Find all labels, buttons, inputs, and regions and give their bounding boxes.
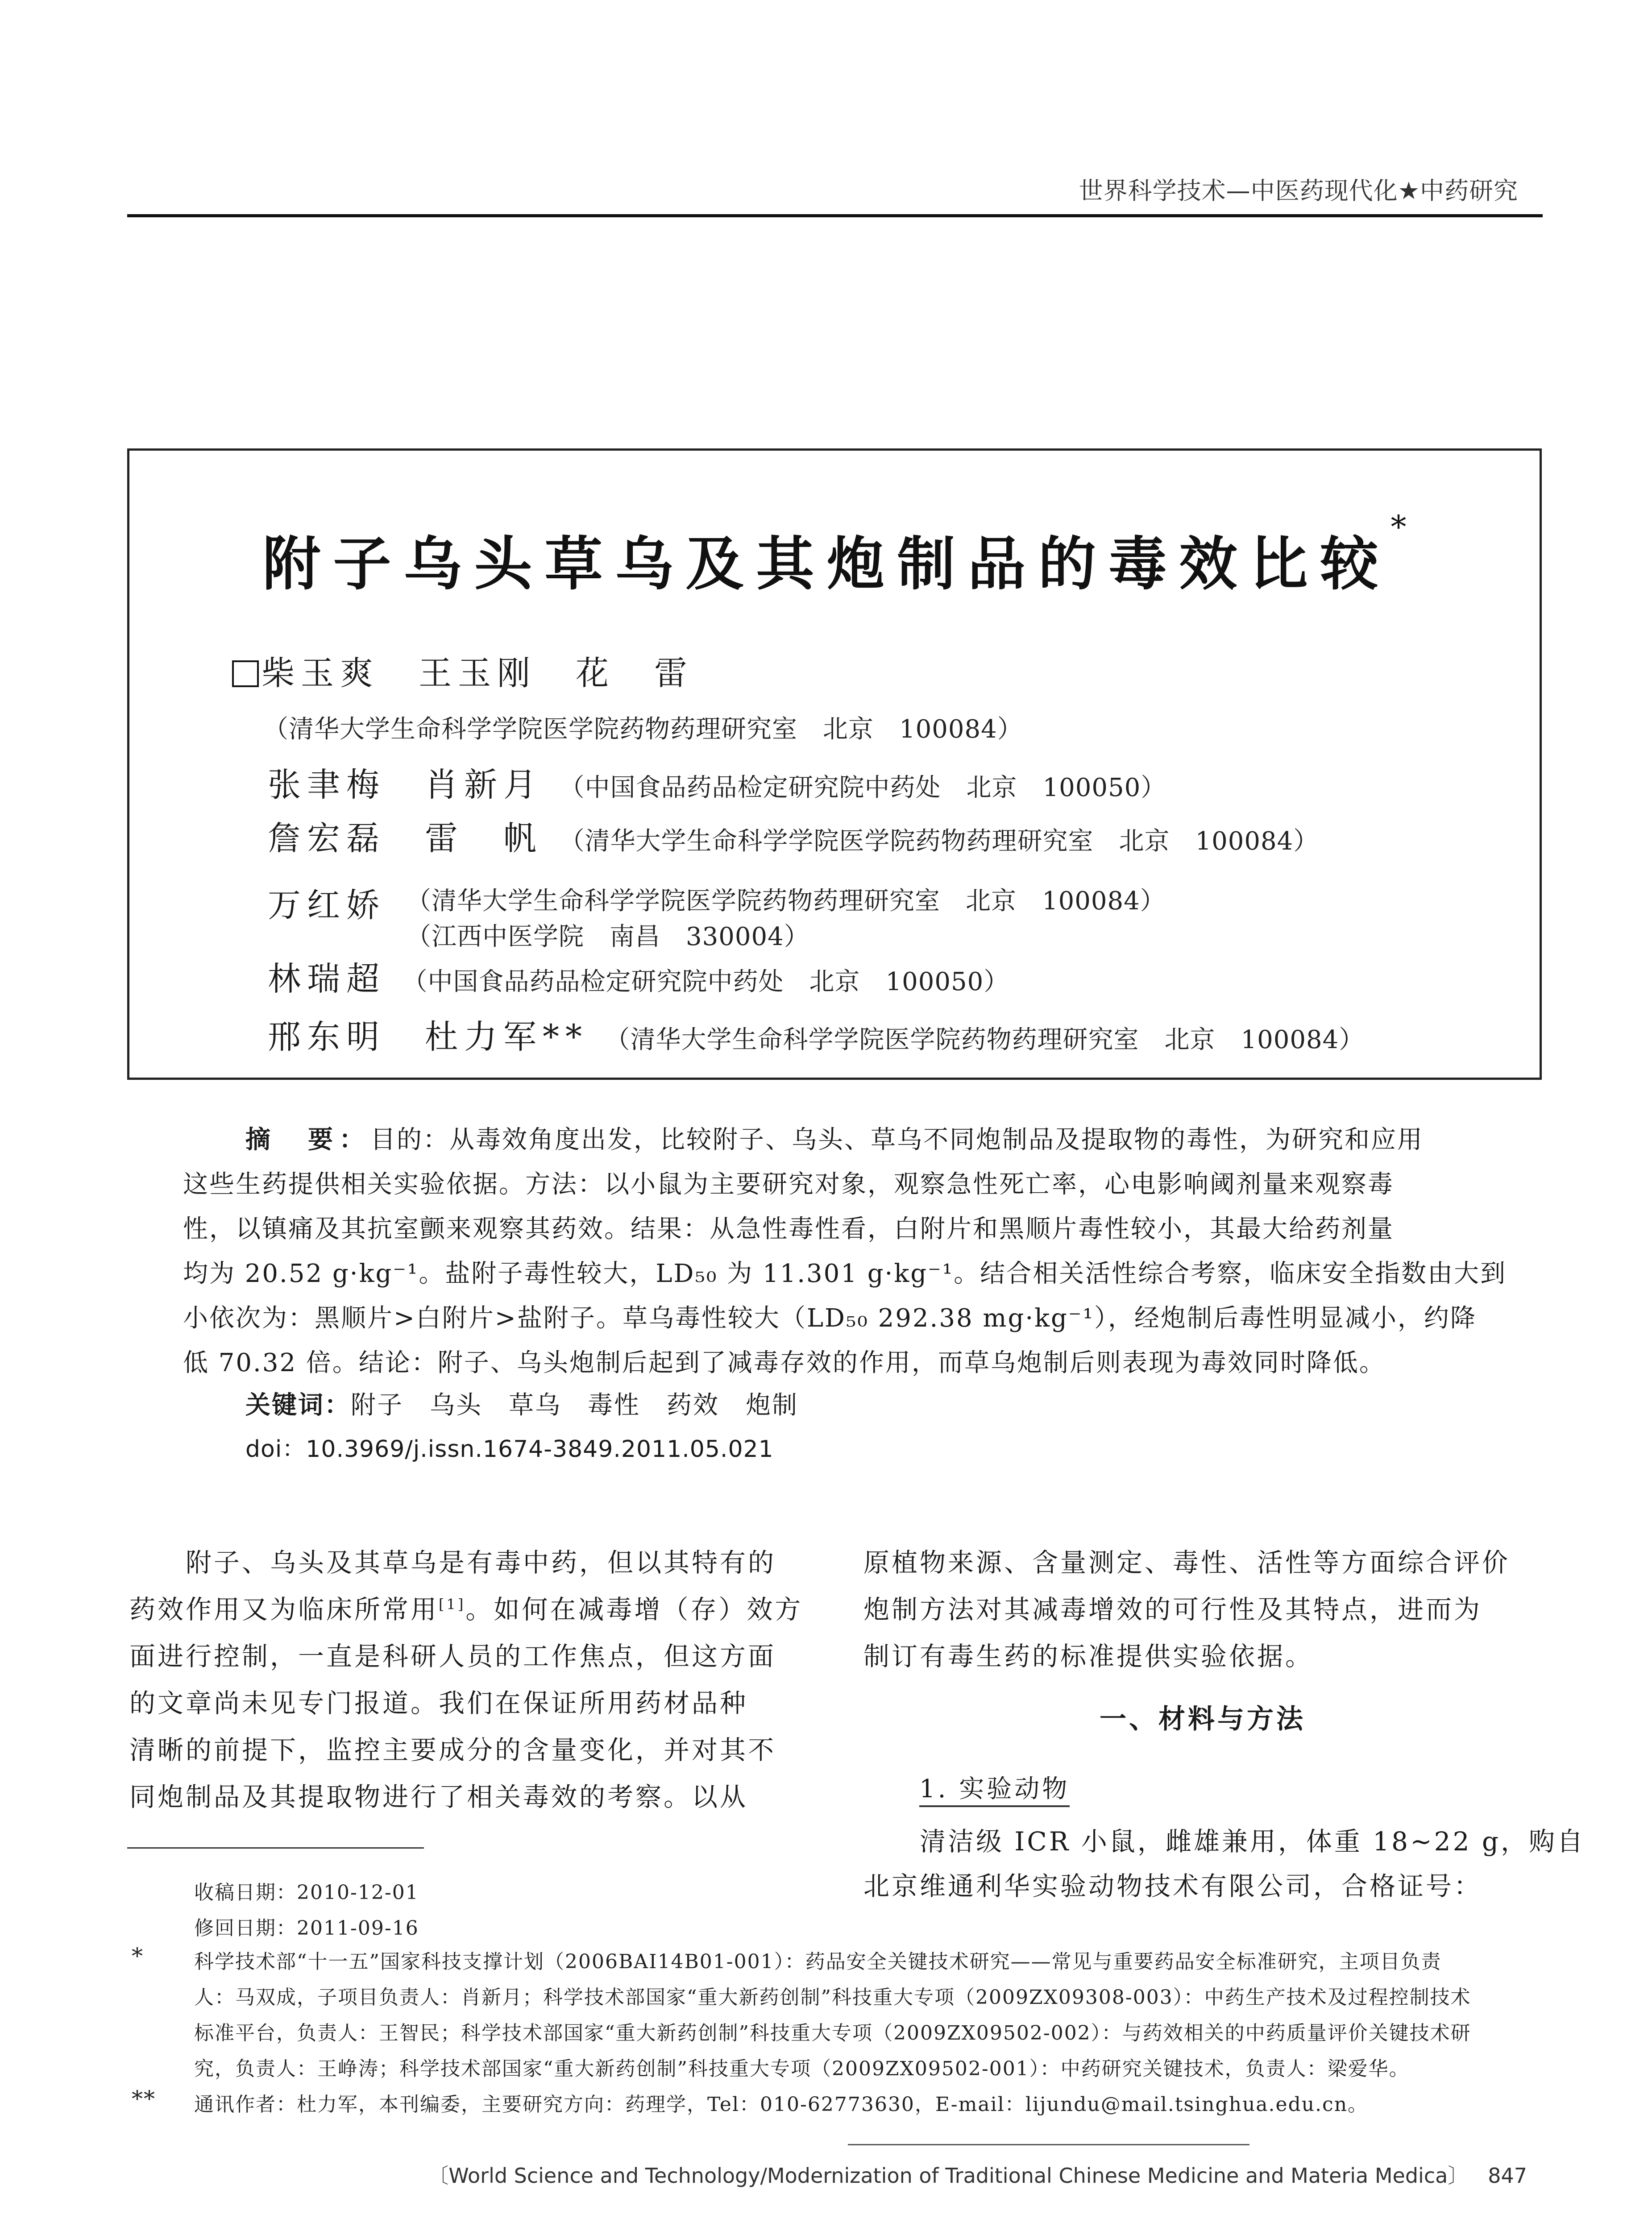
abstract-line-4: 均为 20.52 g·kg⁻¹。盐附子毒性较大，LD₅₀ 为 11.301 g·kg⁻¹。结合相关活性综合考察，临床安全指数由大到 [183,1259,1507,1288]
running-header: 世界科学技术—中医药现代化★中药研究 [1079,177,1518,205]
doi: doi：10.3969/j.issn.1674-3849.2011.05.021 [245,1436,774,1463]
body-right-line-3: 制订有毒生药的标准提供实验依据。 [863,1641,1314,1671]
author-names-2: 张聿梅 肖新月 [268,766,543,804]
body-left-line-2 [129,1588,803,1626]
title-box [127,448,1542,1080]
affiliation-6: （清华大学生命科学学院医学院药物药理研究室 北京 100084） [605,1025,1365,1054]
affiliation-2: （中国食品药品检定研究院中药处 北京 100050） [559,773,1166,802]
keywords-line [245,1385,798,1421]
abstract-label: 摘 要： [245,1125,370,1154]
article-title-text: 附子乌头草乌及其炮制品的毒效比较 [262,530,1391,598]
header-rule [127,214,1543,217]
title-footnote-mark: * [1391,509,1407,545]
author-line-1 [232,647,693,694]
body-left-line-2a: 药效作用又为临床所常用 [129,1594,439,1625]
corresponding-author: 通讯作者：杜力军，本刊编委，主要研究方向：药理学，Tel：010-62773630，E-mail：lijundu@mail.tsinghua.edu.cn。 [194,2093,1369,2116]
body-left-line-6: 同炮制品及其提取物进行了相关毒效的考察。以从 [129,1782,748,1812]
funding-line-1: 科学技术部“十一五”国家科技支撑计划（2006BAI14B01-001）：药品安全关键技术研究——常见与重要药品安全标准研究，主项目负责 [194,1950,1442,1973]
page-footer [428,2160,1527,2189]
article-title [129,509,1540,601]
keywords-text: 附子 乌头 草乌 毒性 药效 炮制 [351,1391,798,1420]
body-left-line-1: 附子、乌头及其草乌是有毒中药，但以其特有的 [129,1547,776,1578]
footnote-rule-bottom [848,2144,1249,2145]
affiliation-4a: （清华大学生命科学学院医学院药物药理研究室 北京 100084） [406,887,1166,916]
subsection-heading-text: 1. 实验动物 [919,1775,1070,1807]
citation-ref-1: [1] [439,1596,466,1613]
body-right-line-4: 清洁级 ICR 小鼠，雌雄兼用，体重 18~22 g，购自 [863,1826,1586,1857]
author-line-2 [268,759,1166,806]
affiliation-1: （清华大学生命科学学院医学院药物药理研究室 北京 100084） [263,715,1023,744]
funding-line-3: 标准平台，负责人：王智民；科学技术部国家“重大新药创制”科技重大专项（2009ZX09502-002）：与药效相关的中药质量评价关键技术研 [194,2022,1471,2044]
abstract-line-6: 低 70.32 倍。结论：附子、乌头炮制后起到了减毒存效的作用，而草乌炮制后则表现为毒效同时降低。 [183,1348,1386,1377]
received-date: 收稿日期：2010-12-01 [194,1881,419,1904]
page-number: 847 [1488,2164,1527,2188]
author-line-3 [268,812,1319,859]
body-right-line-5: 北京维通利华实验动物技术有限公司，合格证号： [863,1871,1482,1901]
body-left-line-5: 清晰的前提下，监控主要成分的含量变化，并对其不 [129,1735,776,1765]
corresponding-mark: ** [132,2086,156,2112]
body-right-line-1: 原植物来源、含量测定、毒性、活性等方面综合评价 [863,1547,1511,1578]
journal-name: 〔World Science and Technology/Modernization of Traditional Chinese Medicine and Materia Medica〕 [428,2164,1469,2188]
affiliation-4b: （江西中医学院 南昌 330004） [406,922,809,951]
abstract-line-3: 性，以镇痛及其抗室颤来观察其药效。结果：从急性毒性看，白附片和黑顺片毒性较小，其最大给药剂量 [183,1215,1394,1244]
abstract-line-1 [245,1120,1424,1156]
funding-mark: * [132,1943,144,1969]
author-names-3: 詹宏磊 雷 帆 [268,819,543,858]
body-left-line-3: 面进行控制，一直是科研人员的工作焦点，但这方面 [129,1641,776,1671]
funding-line-2: 人：马双成，子项目负责人：肖新月；科学技术部国家“重大新药创制”科技重大专项（2009ZX09308-003）：中药生产技术及过程控制技术 [194,1986,1471,2009]
abstract-line-2: 这些生药提供相关实验依据。方法：以小鼠为主要研究对象，观察急性死亡率，心电影响阈剂量来观察毒 [183,1170,1394,1199]
body-left-line-4: 的文章尚未见专门报道。我们在保证所用药材品种 [129,1688,748,1718]
author-names-4: 万红娇 [268,886,386,925]
affiliation-3: （清华大学生命科学学院医学院药物药理研究室 北京 100084） [559,827,1319,856]
author-line-6 [268,1011,1364,1058]
body-right-line-2: 炮制方法对其减毒增效的可行性及其特点，进而为 [863,1594,1482,1625]
affiliation-5: （中国食品药品检定研究院中药处 北京 100050） [402,967,1009,996]
author-line-4 [268,879,386,926]
footnote-rule [127,1847,424,1849]
abstract-text-1: 目的：从毒效角度出发，比较附子、乌头、草乌不同炮制品及提取物的毒性，为研究和应用 [370,1125,1424,1154]
author-box-icon [232,660,259,687]
author-line-5 [268,953,1009,1000]
abstract-line-5: 小依次为：黑顺片>白附片>盐附子。草乌毒性较大（LD₅₀ 292.38 mg·kg⁻¹），经炮制后毒性明显减小，约降 [183,1304,1477,1333]
subsection-heading [919,1769,1070,1805]
author-names-6: 邢东明 杜力军** [268,1018,588,1056]
author-names-5: 林瑞超 [268,960,386,998]
keywords-label: 关键词： [245,1391,351,1420]
revised-date: 修回日期：2011-09-16 [194,1917,419,1940]
funding-line-4: 究，负责人：王峥涛；科学技术部国家“重大新药创制”科技重大专项（2009ZX09502-001）：中药研究关键技术，负责人：梁爱华。 [194,2057,1410,2080]
author-names-1: 柴玉爽 王玉刚 花 雷 [261,654,693,693]
section-heading: 一、材料与方法 [1100,1704,1306,1735]
body-left-line-2b: 。如何在减毒增（存）效方 [465,1594,803,1625]
